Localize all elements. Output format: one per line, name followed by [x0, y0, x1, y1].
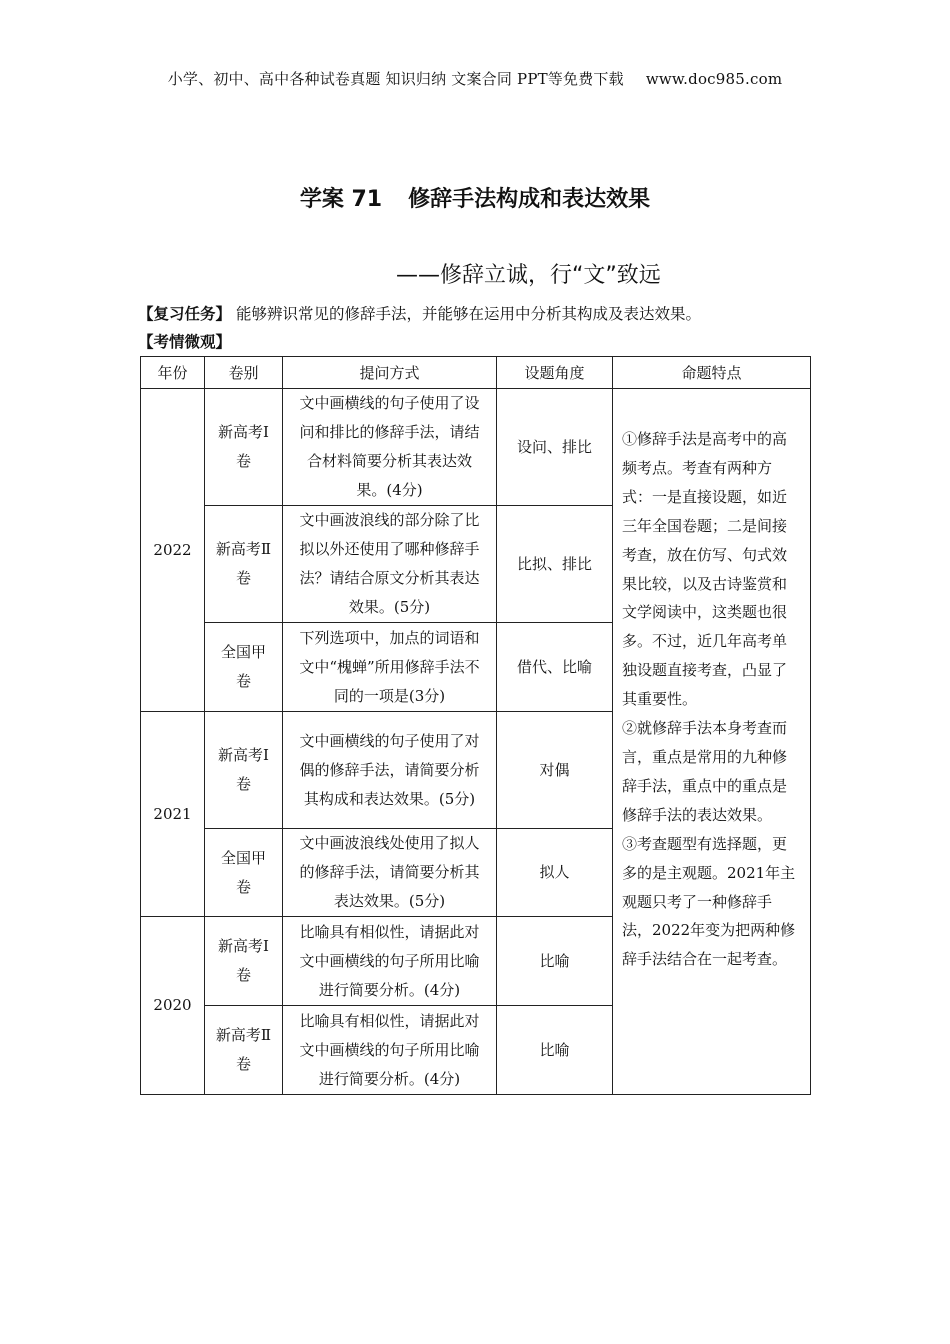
review-task-text: 能够辨识常见的修辞手法，并能够在运用中分析其构成及表达效果。: [235, 305, 701, 323]
header-text: 小学、初中、高中各种试卷真题 知识归纳 文案合同 PPT等免费下载: [167, 70, 624, 88]
paper-cell: 新高考Ⅱ卷: [205, 506, 283, 623]
paper-cell: 新高考Ⅰ卷: [205, 389, 283, 506]
feature-cell: [613, 389, 811, 1095]
question-cell: 文中画横线的句子使用了设问和排比的修辞手法，请结合材料简要分析其表达效果。(4分): [283, 389, 497, 506]
page-subtitle: ——修辞立诚，行“文”致远: [396, 263, 661, 288]
angle-cell: 比拟、排比: [497, 506, 613, 623]
question-cell: 文中画波浪线的部分除了比拟以外还使用了哪种修辞手法？请结合原文分析其表达效果。(5分): [283, 506, 497, 623]
year-cell: 2022: [141, 389, 205, 712]
angle-cell: 借代、比喻: [497, 623, 613, 712]
header-angle: 设题角度: [497, 357, 613, 389]
header-site-link[interactable]: www.doc985.com: [645, 70, 783, 88]
angle-cell: 设问、排比: [497, 389, 613, 506]
table-row: [141, 389, 811, 506]
feature-point: ①修辞手法是高考中的高频考点。考查有两种方式：一是直接设题，如近三年全国卷题；二是间接考查，放在仿写、句式效果比较，以及古诗鉴赏和文学阅读中，这类题也很多。不过，近几年高考单独设题直接考查，凸显了其重要性。: [622, 430, 788, 709]
header-paper: 卷别: [205, 357, 283, 389]
review-task-label: 【复习任务】: [138, 305, 232, 323]
header-question: 提问方式: [283, 357, 497, 389]
angle-cell: 比喻: [497, 917, 613, 1006]
paper-cell: 全国甲卷: [205, 623, 283, 712]
paper-cell: 新高考Ⅰ卷: [205, 712, 283, 829]
year-cell: 2021: [141, 712, 205, 917]
lesson-number: 学案 71: [299, 187, 383, 212]
angle-cell: 比喻: [497, 1006, 613, 1095]
question-cell: 比喻具有相似性，请据此对文中画横线的句子所用比喻进行简要分析。(4分): [283, 1006, 497, 1095]
year-cell: 2020: [141, 917, 205, 1095]
paper-cell: 全国甲卷: [205, 829, 283, 917]
page-title: [0, 182, 950, 213]
exam-table: [140, 356, 811, 1095]
paper-cell: 新高考Ⅱ卷: [205, 1006, 283, 1095]
table-header-row: [141, 357, 811, 389]
question-cell: 文中画横线的句子使用了对偶的修辞手法，请简要分析其构成和表达效果。(5分): [283, 712, 497, 829]
feature-point: ③考查题型有选择题，更多的是主观题。2021年主观题只考了一种修辞手法，2022年变为把两种修辞手法结合在一起考查。: [622, 834, 796, 969]
review-task: [138, 302, 701, 324]
angle-cell: 对偶: [497, 712, 613, 829]
question-cell: 下列选项中，加点的词语和文中“槐蝉”所用修辞手法不同的一项是(3分): [283, 623, 497, 712]
header-feature: 命题特点: [613, 357, 811, 389]
page-header: [0, 68, 950, 89]
header-year: 年份: [141, 357, 205, 389]
lesson-topic: 修辞手法构成和表达效果: [408, 187, 651, 212]
question-cell: 文中画波浪线处使用了拟人的修辞手法，请简要分析其表达效果。(5分): [283, 829, 497, 917]
exam-overview-heading: [138, 330, 231, 352]
angle-cell: 拟人: [497, 829, 613, 917]
paper-cell: 新高考Ⅰ卷: [205, 917, 283, 1006]
question-cell: 比喻具有相似性，请据此对文中画横线的句子所用比喻进行简要分析。(4分): [283, 917, 497, 1006]
feature-point: ②就修辞手法本身考查而言，重点是常用的九种修辞手法，重点中的重点是修辞手法的表达效果。: [622, 719, 788, 824]
exam-overview-label: 【考情微观】: [138, 333, 232, 351]
